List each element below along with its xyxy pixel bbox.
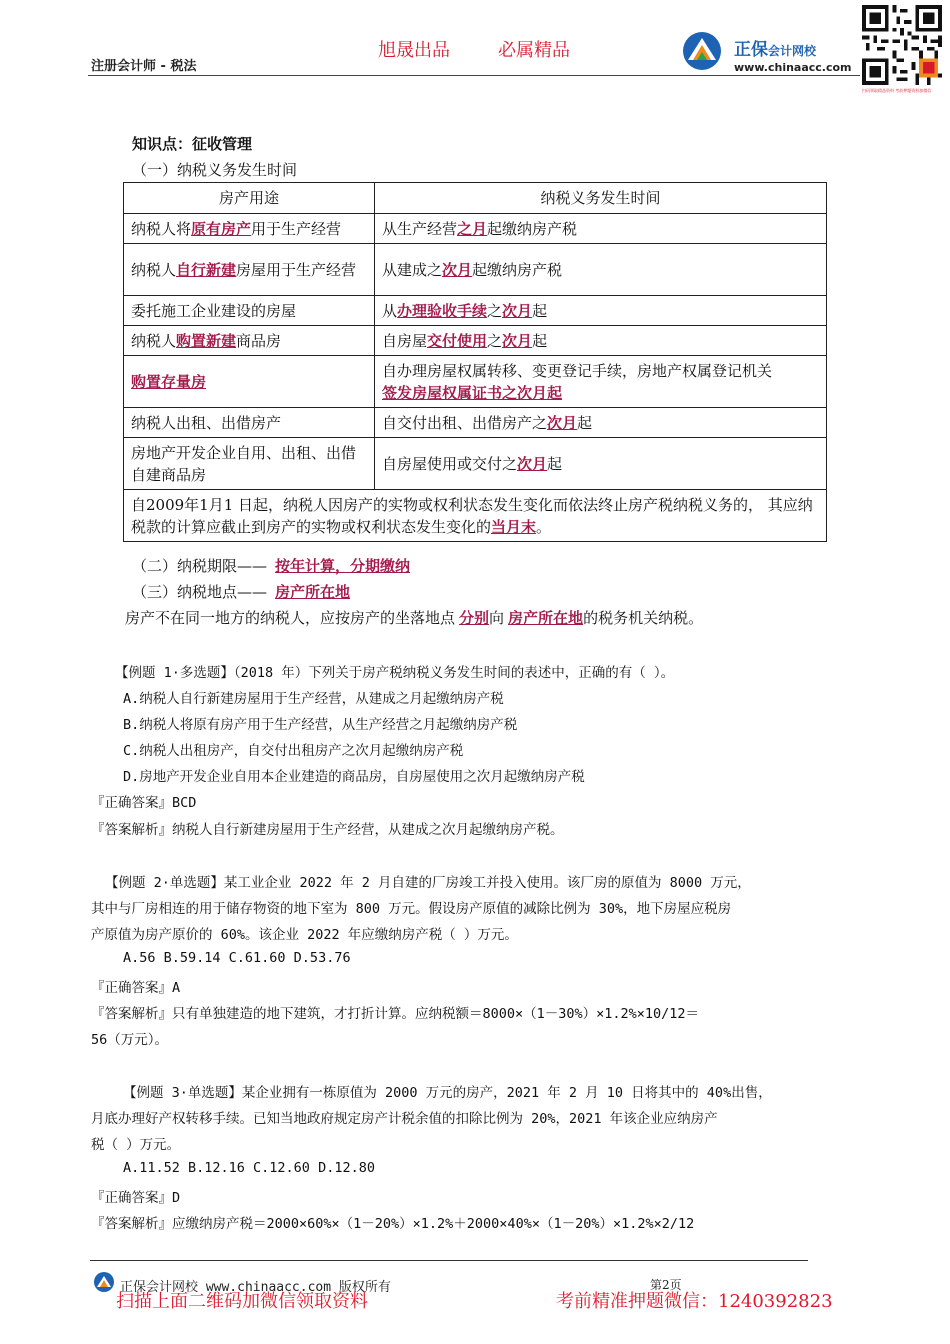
table-row (124, 438, 827, 490)
q3-stem-line-1: 【例题 3·单选题】某企业拥有一栋原值为 2000 万元的房产，2021 年 2 月 10 日将其中的 40%出售， (123, 1085, 772, 1101)
q1-option-d: D.房地产开发企业自用本企业建造的商品房，自房屋使用之次月起缴纳房产税 (123, 769, 585, 785)
footer-divider (90, 1260, 808, 1261)
table-row (124, 296, 827, 326)
qr-code-icon (862, 5, 942, 85)
table-cell-usage: 纳税人出租、出借房产 (124, 408, 375, 438)
knowledge-point-title: 知识点：征收管理 (132, 135, 253, 153)
table-header-row (124, 183, 827, 214)
q1-option-c: C.纳税人出租房产，自交付出租房产之次月起缴纳房产税 (123, 743, 464, 759)
q1-stem: 【例题 1·多选题】（2018 年）下列关于房产税纳税义务发生时间的表述中，正确的有（ ）。 (115, 665, 675, 681)
q2-analysis-line-2: 56（万元）。 (91, 1032, 169, 1048)
table-row (124, 244, 827, 296)
table-cell-usage: 购置存量房 (124, 356, 375, 408)
table-row (124, 408, 827, 438)
section-3: （三）纳税地点—— 房产所在地 (132, 583, 351, 601)
tax-obligation-table (123, 182, 827, 542)
q3-options: A.11.52 B.12.16 C.12.60 D.12.80 (123, 1160, 375, 1176)
qr-caption: 扫码领取精品资料 考前押题资料加微信 (862, 88, 932, 93)
table-cell-usage: 纳税人将原有房产用于生产经营 (124, 214, 375, 244)
table-cell-usage: 纳税人自行新建房屋用于生产经营 (124, 244, 375, 296)
q2-stem-line-2: 其中与厂房相连的用于储存物资的地下室为 800 万元。假设房产原值的减除比例为 30%，地下房屋应税房 (91, 901, 732, 917)
table-header-time: 纳税义务发生时间 (375, 183, 827, 214)
table-row (124, 326, 827, 356)
table-row (124, 214, 827, 244)
table-header-usage: 房产用途 (124, 183, 375, 214)
section-1-heading: （一）纳税义务发生时间 (132, 161, 298, 179)
header-slogan-1: 旭晟出品 (378, 40, 450, 61)
q3-stem-line-3: 税（ ）万元。 (91, 1137, 181, 1153)
chinaacc-logo-icon (678, 30, 728, 72)
footer-copyright: 正保会计网校 www.chinaacc.com 版权所有 (120, 1280, 391, 1295)
q3-analysis: 『答案解析』应缴纳房产税＝2000×60%×（1－20%）×1.2%＋2000×40%×（1－20%）×1.2%×2/12 (91, 1216, 695, 1232)
logo-url: www.chinaacc.com (734, 61, 852, 74)
header-logo (734, 35, 852, 74)
table-cell-time: 从建成之次月起缴纳房产税 (375, 244, 827, 296)
footer-promo-left: 扫描上面二维码加微信领取资料 (116, 1291, 368, 1312)
q1-option-b: B.纳税人将原有房产用于生产经营，从生产经营之月起缴纳房产税 (123, 717, 518, 733)
q2-analysis-line-1: 『答案解析』只有单独建造的地下建筑，才打折计算。应纳税额＝8000×（1－30%）×1.2%×10/12＝ (91, 1006, 700, 1022)
q3-answer: 『正确答案』D (91, 1190, 181, 1206)
section-2: （二）纳税期限—— 按年计算，分期缴纳 (132, 557, 411, 575)
q2-stem-line-1: 【例题 2·单选题】某工业企业 2022 年 2 月自建的厂房竣工并投入使用。该厂房的原值为 8000 万元， (105, 875, 751, 891)
footer-logo-icon (93, 1271, 115, 1293)
header-divider (88, 75, 860, 76)
table-cell-usage: 委托施工企业建设的房屋 (124, 296, 375, 326)
table-cell-time: 自交付出租、出借房产之次月起 (375, 408, 827, 438)
footer-page-number: 第2页 (650, 1278, 682, 1292)
table-cell-time: 从办理验收手续之次月起 (375, 296, 827, 326)
table-row (124, 356, 827, 408)
q2-stem-line-3: 产原值为房产原价的 60%。该企业 2022 年应缴纳房产税（ ）万元。 (91, 927, 518, 943)
header-slogan-2: 必属精品 (498, 40, 570, 61)
header-course-title: 注册会计师 - 税法 (91, 59, 197, 74)
q1-analysis: 『答案解析』纳税人自行新建房屋用于生产经营，从建成之次月起缴纳房产税。 (91, 822, 564, 838)
q1-option-a: A.纳税人自行新建房屋用于生产经营，从建成之月起缴纳房产税 (123, 691, 504, 707)
q1-answer: 『正确答案』BCD (91, 795, 197, 811)
location-rule: 房产不在同一地方的纳税人，应按房产的坐落地点 分别向 房产所在地的税务机关纳税。 (125, 609, 704, 627)
table-cell-time: 自房屋使用或交付之次月起 (375, 438, 827, 490)
table-cell-time: 自办理房屋权属转移、变更登记手续，房地产权属登记机关 签发房屋权属证书之次月起 (375, 356, 827, 408)
table-cell-usage: 纳税人购置新建商品房 (124, 326, 375, 356)
q3-stem-line-2: 月底办理好产权转移手续。已知当地政府规定房产计税余值的扣除比例为 20%，2021 年该企业应纳房产 (91, 1111, 718, 1127)
q2-options: A.56 B.59.14 C.61.60 D.53.76 (123, 950, 351, 966)
table-cell-usage: 房地产开发企业自用、出租、出借自建商品房 (124, 438, 375, 490)
logo-sub: 会计网校 (768, 44, 817, 58)
table-note-row (124, 490, 827, 542)
table-cell-time: 自房屋交付使用之次月起 (375, 326, 827, 356)
q2-answer: 『正确答案』A (91, 980, 181, 996)
logo-name: 正保 (734, 40, 768, 60)
table-cell-time: 从生产经营之月起缴纳房产税 (375, 214, 827, 244)
table-note: 自2009年1月1 日起，纳税人因房产的实物或权利状态发生变化而依法终止房产税纳税义务的， 其应纳税款的计算应截止到房产的实物或权利状态发生变化的当月末。 (124, 490, 827, 542)
footer-promo-right: 考前精准押题微信：1240392823 (556, 1291, 833, 1312)
